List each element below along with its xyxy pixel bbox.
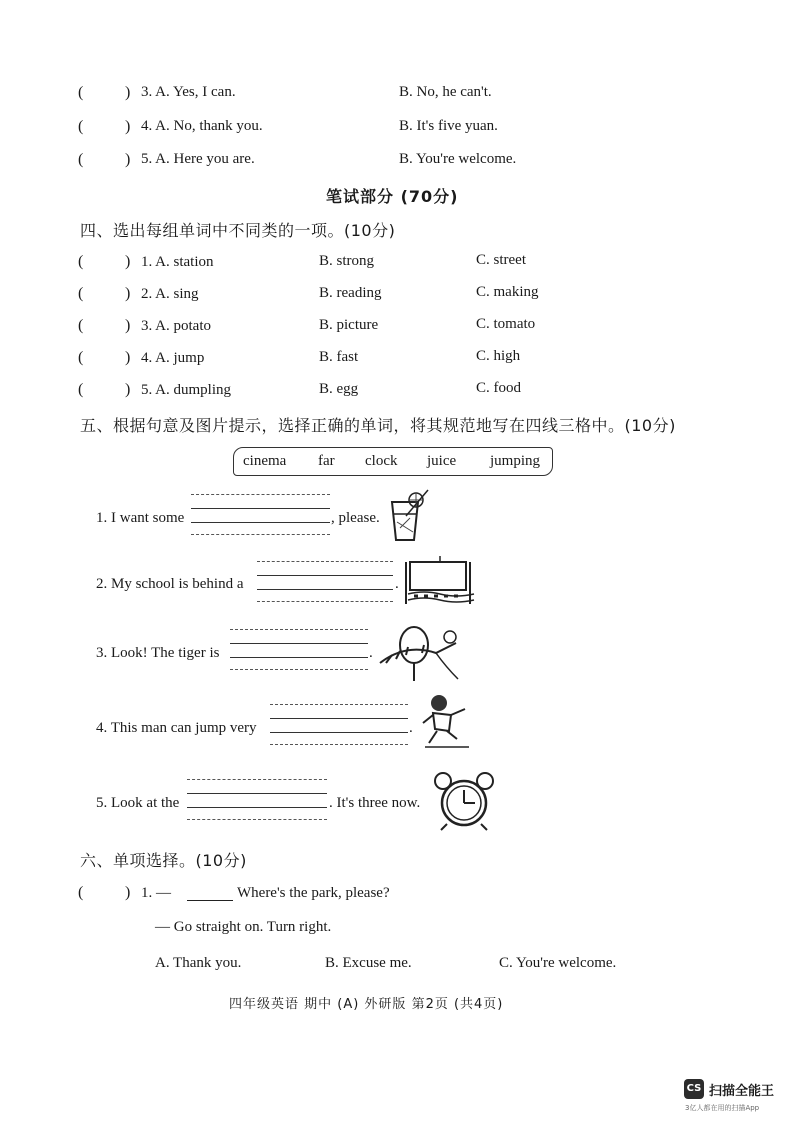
four-line-grid[interactable] (187, 779, 327, 821)
option-c: C. You're welcome. (499, 955, 617, 971)
fill-sentence-start: 5. Look at the (96, 795, 180, 811)
camscanner-logo-icon: CS (684, 1079, 704, 1099)
four-line-grid[interactable] (191, 494, 330, 536)
option-a: 2. A. sing (141, 286, 199, 302)
option-b: B. picture (319, 317, 379, 333)
fill-sentence-end: . (369, 645, 373, 661)
answer-paren-open: ( (78, 151, 84, 168)
option-a: A. Thank you. (155, 955, 242, 971)
fill-sentence-start: 3. Look! The tiger is (96, 645, 220, 661)
four-line-grid[interactable] (257, 561, 393, 603)
section-4-heading: 四、选出每组单词中不同类的一项。(10分) (80, 221, 396, 240)
written-part-title: 笔试部分 (70分) (326, 187, 459, 206)
juice-glass-icon (388, 488, 434, 544)
answer-paren-close: ) (125, 253, 131, 270)
option-c: C. street (476, 252, 526, 268)
answer-paren-open: ( (78, 285, 84, 302)
option-b: B. It's five yuan. (399, 118, 498, 134)
option-a: 3. A. Yes, I can. (141, 84, 236, 100)
option-b: B. Excuse me. (325, 955, 412, 971)
section-6-heading: 六、单项选择。(10分) (80, 851, 247, 870)
word-bank-item: far (318, 453, 335, 469)
answer-paren-open: ( (78, 118, 84, 135)
option-b: B. egg (319, 381, 359, 397)
option-c: C. food (476, 380, 521, 396)
answer-paren-close: ) (125, 151, 131, 168)
cinema-icon (404, 556, 478, 608)
word-bank-item: jumping (490, 453, 541, 469)
scanner-subtitle: 3亿人都在用的扫描App (685, 1104, 760, 1112)
answer-paren-close: ) (125, 118, 131, 135)
option-b: B. reading (319, 285, 382, 301)
four-line-grid[interactable] (230, 629, 368, 671)
answer-paren-close: ) (125, 349, 131, 366)
alarm-clock-icon (431, 770, 497, 832)
option-b: B. fast (319, 349, 359, 365)
tiger-jumping-icon (376, 623, 462, 683)
fill-sentence-end: , please. (331, 510, 380, 526)
question-prefix: 1. — (141, 885, 171, 901)
page-footer: 四年级英语 期中 (A) 外研版 第2页 (共4页) (229, 997, 504, 1012)
answer-paren-open: ( (78, 884, 84, 901)
answer-paren-close: ) (125, 381, 131, 398)
fill-sentence-start: 4. This man can jump very (96, 720, 257, 736)
answer-paren-close: ) (125, 285, 131, 302)
answer-paren-close: ) (125, 84, 131, 101)
option-a: 3. A. potato (141, 318, 211, 334)
option-b: B. No, he can't. (399, 84, 492, 100)
answer-paren-open: ( (78, 253, 84, 270)
word-bank-item: cinema (243, 453, 287, 469)
fill-sentence-start: 2. My school is behind a (96, 576, 244, 592)
answer-blank[interactable] (187, 900, 233, 901)
word-bank-box (233, 447, 553, 476)
option-a: 5. A. dumpling (141, 382, 232, 398)
section-5-heading: 五、根据句意及图片提示，选择正确的单词，将其规范地写在四线三格中。(10分) (80, 416, 676, 435)
answer-paren-open: ( (78, 381, 84, 398)
answer-paren-close: ) (125, 884, 131, 901)
word-bank-item: clock (365, 453, 398, 469)
option-c: C. making (476, 284, 539, 300)
fill-sentence-end: . It's three now. (329, 795, 421, 811)
answer-paren-close: ) (125, 317, 131, 334)
option-a: 1. A. station (141, 254, 214, 270)
option-b: B. strong (319, 253, 375, 269)
option-b: B. You're welcome. (399, 151, 517, 167)
answer-paren-open: ( (78, 349, 84, 366)
fill-sentence-end: . (395, 576, 399, 592)
option-c: C. high (476, 348, 521, 364)
option-a: 4. A. No, thank you. (141, 118, 263, 134)
fill-sentence-end: . (409, 720, 413, 736)
fill-sentence-start: 1. I want some (96, 510, 185, 526)
man-jumping-icon (421, 693, 473, 749)
question-reply: — Go straight on. Turn right. (155, 919, 332, 935)
answer-paren-open: ( (78, 317, 84, 334)
four-line-grid[interactable] (270, 704, 408, 746)
word-bank-item: juice (427, 453, 457, 469)
scanner-title: 扫描全能王 (709, 1084, 775, 1099)
question-text: Where's the park, please? (237, 885, 390, 901)
option-c: C. tomato (476, 316, 536, 332)
option-a: 5. A. Here you are. (141, 151, 255, 167)
option-a: 4. A. jump (141, 350, 205, 366)
answer-paren-open: ( (78, 84, 84, 101)
